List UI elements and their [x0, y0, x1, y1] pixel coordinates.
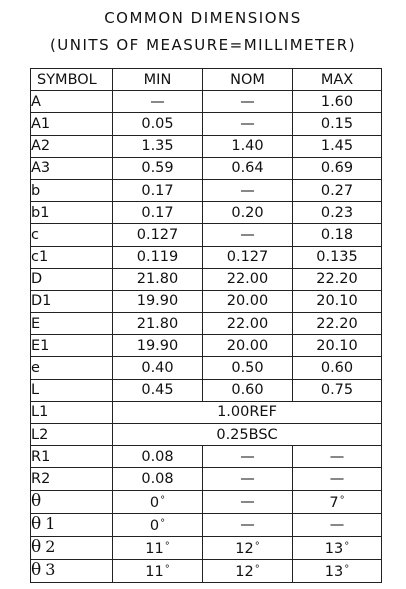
- min-cell: 0.05: [113, 113, 203, 135]
- min-cell: 11°: [113, 536, 203, 559]
- max-cell: 0.135: [293, 246, 382, 268]
- max-cell: 0.69: [293, 157, 382, 179]
- symbol-cell: L2: [31, 424, 113, 446]
- nom-cell: 22.00: [203, 268, 293, 290]
- table-row: [31, 268, 382, 290]
- table-row: [31, 335, 382, 357]
- symbol-cell: θ 3: [31, 559, 113, 582]
- max-cell: —: [293, 468, 382, 490]
- nom-cell: —: [203, 446, 293, 468]
- table-row: [31, 157, 382, 179]
- nom-cell: 0.127: [203, 246, 293, 268]
- nom-cell: 22.00: [203, 313, 293, 335]
- symbol-cell: A: [31, 91, 113, 113]
- nom-cell: 12°: [203, 536, 293, 559]
- max-cell: 20.10: [293, 290, 382, 312]
- symbol-cell: A1: [31, 113, 113, 135]
- table-row: [31, 513, 382, 536]
- nom-cell: 1.40: [203, 135, 293, 157]
- symbol-cell: e: [31, 357, 113, 379]
- symbol-cell: E1: [31, 335, 113, 357]
- symbol-cell: R2: [31, 468, 113, 490]
- table-row: [31, 246, 382, 268]
- symbol-cell: c1: [31, 246, 113, 268]
- min-cell: 0.08: [113, 468, 203, 490]
- nom-cell: 20.00: [203, 290, 293, 312]
- table-row: [31, 379, 382, 401]
- max-cell: 0.75: [293, 379, 382, 401]
- reference-value-cell: 0.25BSC: [113, 424, 382, 446]
- table-row: [31, 91, 382, 113]
- symbol-cell: D: [31, 268, 113, 290]
- min-cell: —: [113, 91, 203, 113]
- min-cell: 19.90: [113, 290, 203, 312]
- max-cell: 13°: [293, 536, 382, 559]
- nom-cell: —: [203, 490, 293, 513]
- table-row: [31, 424, 382, 446]
- symbol-cell: θ 1: [31, 513, 113, 536]
- max-cell: —: [293, 513, 382, 536]
- column-header-max: MAX: [293, 69, 382, 91]
- table-row: [31, 224, 382, 246]
- dimensions-table: [30, 68, 382, 583]
- nom-cell: —: [203, 468, 293, 490]
- units-subtitle: (UNITS OF MEASURE=MILLIMETER): [49, 36, 357, 54]
- table-row: [31, 290, 382, 312]
- table-title: COMMON DIMENSIONS: [104, 9, 302, 27]
- min-cell: 0.119: [113, 246, 203, 268]
- symbol-cell: θ: [31, 490, 113, 513]
- symbol-cell: c: [31, 224, 113, 246]
- min-cell: 0.45: [113, 379, 203, 401]
- nom-cell: 0.50: [203, 357, 293, 379]
- min-cell: 21.80: [113, 313, 203, 335]
- max-cell: 0.15: [293, 113, 382, 135]
- symbol-cell: L1: [31, 401, 113, 423]
- min-cell: 0°: [113, 490, 203, 513]
- max-cell: 1.60: [293, 91, 382, 113]
- table-row: [31, 202, 382, 224]
- symbol-cell: b1: [31, 202, 113, 224]
- reference-value-cell: 1.00REF: [113, 401, 382, 423]
- min-cell: 0.08: [113, 446, 203, 468]
- min-cell: 11°: [113, 559, 203, 582]
- nom-cell: 20.00: [203, 335, 293, 357]
- table-row: [31, 559, 382, 582]
- table-row: [31, 446, 382, 468]
- symbol-cell: D1: [31, 290, 113, 312]
- symbol-cell: E: [31, 313, 113, 335]
- nom-cell: —: [203, 513, 293, 536]
- max-cell: 0.60: [293, 357, 382, 379]
- nom-cell: 12°: [203, 559, 293, 582]
- nom-cell: 0.60: [203, 379, 293, 401]
- max-cell: —: [293, 446, 382, 468]
- column-header-symbol: SYMBOL: [31, 69, 113, 91]
- nom-cell: —: [203, 113, 293, 135]
- nom-cell: 0.64: [203, 157, 293, 179]
- max-cell: 22.20: [293, 268, 382, 290]
- max-cell: 0.18: [293, 224, 382, 246]
- nom-cell: 0.20: [203, 202, 293, 224]
- symbol-cell: b: [31, 179, 113, 201]
- min-cell: 19.90: [113, 335, 203, 357]
- min-cell: 21.80: [113, 268, 203, 290]
- column-header-nom: NOM: [203, 69, 293, 91]
- table-row: [31, 135, 382, 157]
- max-cell: 0.23: [293, 202, 382, 224]
- max-cell: 22.20: [293, 313, 382, 335]
- max-cell: 1.45: [293, 135, 382, 157]
- nom-cell: —: [203, 179, 293, 201]
- table-row: [31, 179, 382, 201]
- table-row: [31, 468, 382, 490]
- max-cell: 13°: [293, 559, 382, 582]
- table-row: [31, 357, 382, 379]
- max-cell: 20.10: [293, 335, 382, 357]
- min-cell: 1.35: [113, 135, 203, 157]
- min-cell: 0.17: [113, 179, 203, 201]
- table-row: [31, 401, 382, 423]
- min-cell: 0.59: [113, 157, 203, 179]
- min-cell: 0.17: [113, 202, 203, 224]
- table-row: [31, 490, 382, 513]
- min-cell: 0°: [113, 513, 203, 536]
- nom-cell: —: [203, 224, 293, 246]
- table-row: [31, 113, 382, 135]
- header-row: [31, 69, 382, 91]
- symbol-cell: L: [31, 379, 113, 401]
- symbol-cell: A2: [31, 135, 113, 157]
- column-header-min: MIN: [113, 69, 203, 91]
- symbol-cell: R1: [31, 446, 113, 468]
- min-cell: 0.127: [113, 224, 203, 246]
- table-row: [31, 536, 382, 559]
- symbol-cell: θ 2: [31, 536, 113, 559]
- table-body: [31, 91, 382, 582]
- table-row: [31, 313, 382, 335]
- nom-cell: —: [203, 91, 293, 113]
- min-cell: 0.40: [113, 357, 203, 379]
- symbol-cell: A3: [31, 157, 113, 179]
- max-cell: 7°: [293, 490, 382, 513]
- max-cell: 0.27: [293, 179, 382, 201]
